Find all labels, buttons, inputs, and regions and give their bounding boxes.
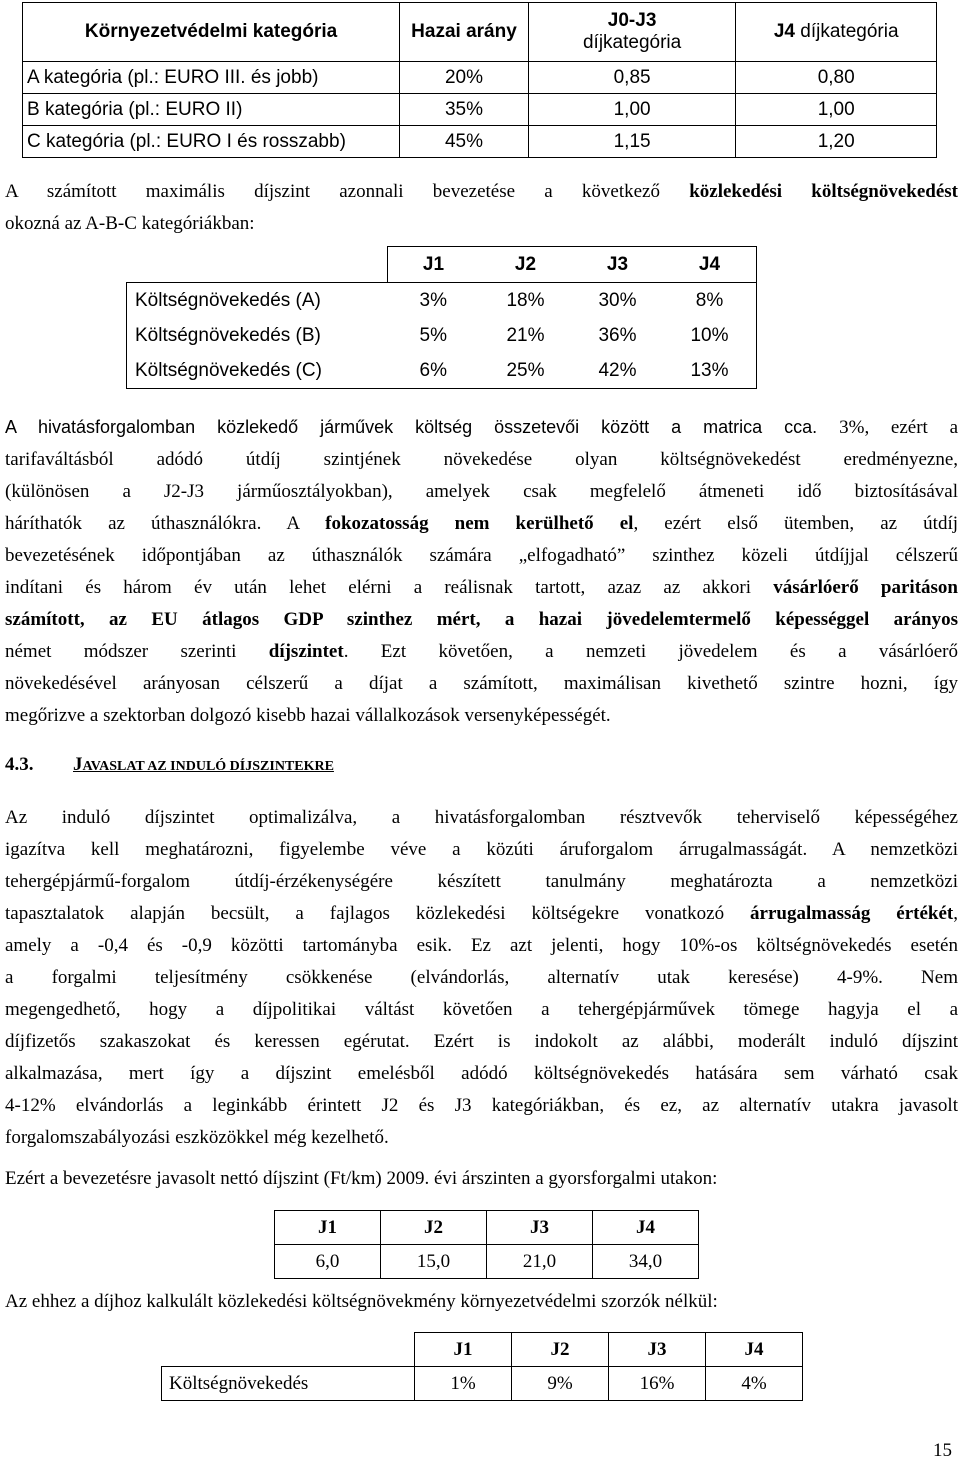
table-cell: 16% [609,1367,706,1401]
text-line [5,176,958,208]
header-j2: J2 [480,247,572,283]
text-line: okozná az A-B-C kategóriákban: [5,213,255,234]
title-initial: J [73,754,83,775]
table-row [162,1367,803,1401]
table-header-row [275,1211,699,1245]
table-cell: 18% [480,283,572,319]
table-header-row [23,3,937,62]
table-cell: 8% [664,283,757,319]
table-cell-empty [127,247,388,283]
text-line: díjfizetős szakaszokat és keressen egérutat. Ezért is indokolt az alábbi, moderált induló díjszint [5,1031,958,1052]
table-cell: C kategória (pl.: EURO I és rosszabb) [23,126,400,158]
section-title [73,754,334,775]
text-line: 4-12% elvándorlás a leginkább érintett J2 és J3 kategóriákban, és ez, az alternatív utakra javasolt [5,1095,958,1116]
text-span: német módszer szerinti [5,641,269,662]
header-j2: J2 [512,1333,609,1367]
table-cell: 5% [419,324,447,346]
table-cell: 1% [415,1367,512,1401]
text-line: igazítva kell meghatározni, figyelembe véve a közúti áruforgalom árrugalmasságát. A nemzetközi [5,839,958,860]
table-row [23,62,937,94]
text-line: tehergépjármű-forgalom útdíj-érzékenységére készített tanulmány meghatározta a nemzetközi [5,871,958,892]
table-cell: 1,20 [736,126,937,158]
table-cell: 42% [572,353,664,389]
text-line: forgalomszabályozási eszközökkel még kezelhető. [5,1127,389,1148]
bold-text: számított, az EU átlagos GDP szinthez mért, a hazai jövedelemtermelő képességgel arányos [5,609,958,630]
table-cell: 21,0 [487,1245,593,1279]
header-j1: J1 [415,1333,512,1367]
text-line [5,604,958,636]
table-cell: 20% [400,62,529,94]
text-line: növekedésével arányosan célszerű a díjat a számított, maximálisan kivethető szintre hozni, így [5,673,958,694]
text-span: , ezért első ütemben, az útdíj [633,513,959,534]
text-line: bevezetésének időpontjában az úthasználók számára „elfogadható” szinthez közeli útdíjjal célszerű [5,545,958,566]
table-cell: 4% [706,1367,803,1401]
table-row [23,94,937,126]
table-header-row [127,247,757,283]
row-label: Költségnövekedés (C) [127,353,388,389]
text-span: . Ezt követően, a nemzeti jövedelem és a vásárlóerő [343,641,958,662]
header-j4 [736,3,937,62]
table-row [275,1245,699,1279]
text-line [5,411,958,444]
emission-category-table [22,2,937,158]
bold-text: árrugalmasság értékét [750,903,954,924]
header-j4: J4 [664,247,757,283]
paragraph-price-elasticity [5,802,958,1154]
row-label: Költségnövekedés (B) [127,318,388,353]
page-number: 15 [933,1440,952,1461]
section-heading [5,754,334,776]
table-cell: 15,0 [381,1245,487,1279]
text-line [5,636,958,668]
table-header-row [162,1333,803,1367]
table-cell: 1,00 [736,94,937,126]
text-line: alkalmazása, mert így a díjszint emelésből adódó költségnövekedés hatására sem várható csak [5,1063,958,1084]
text-line: amely a -0,4 és -0,9 közötti tartományba esik. Ez azt jelenti, hogy 10%-os költségnövekedés esetén [5,935,958,956]
header-j4-code: J4 [773,21,795,42]
header-j0-j3-code: J0-J3 [607,10,657,31]
row-label: Költségnövekedés [162,1367,415,1401]
proposed-toll-table [274,1210,699,1279]
table-cell: 34,0 [593,1245,699,1279]
header-j1: J1 [387,247,480,283]
text-line [5,572,958,604]
header-j0-j3 [528,3,736,62]
header-j3: J3 [609,1333,706,1367]
table-cell: 21% [506,324,545,346]
table-cell: A kategória (pl.: EURO III. és jobb) [23,62,400,94]
header-j2: J2 [381,1211,487,1245]
header-j4-sub: díjkategória [800,21,899,42]
text-line: tarifaváltásból adódó útdíj szintjének növekedése olyan költségnövekedést eredményezne, [5,449,958,470]
cost-increase-table [126,246,757,389]
table-cell: 13% [664,353,757,389]
text-span: tapasztalatok alapján becsült, a fajlagos közlekedési költségekre vonatkozó [5,903,751,924]
table-cell-empty [162,1333,415,1367]
text-line [5,508,958,540]
table-cell: 3% [387,283,480,319]
table-row [23,126,937,158]
table-cell: 36% [598,324,637,346]
header-j0-j3-sub: díjkategória [582,32,682,53]
text-span: A számított maximális díjszint azonnali bevezetése a következő [5,181,690,202]
text-line: a forgalmi teljesítmény csökkenése (elvándorlás, alternatív utak keresése) 4-9%. Nem [5,967,958,988]
bold-text: közlekedési költségnövekedést [689,181,958,202]
table-cell: 1,00 [528,94,736,126]
row-label: Költségnövekedés (A) [127,283,388,319]
text-span: A [261,513,326,534]
text-line [5,898,958,930]
table-cell: 9% [512,1367,609,1401]
cost-increment-table [161,1332,803,1401]
table-cell: 25% [480,353,572,389]
paragraph-cost-intro [5,176,958,240]
text-line: Az induló díjszintet optimalizálva, a hivatásforgalomban résztvevők teherviselő képességéhez [5,807,958,828]
table-row [127,353,757,389]
table-row [127,283,757,319]
text-span: , [953,903,958,924]
text-span: A hivatásforgalomban közlekedő járművek költség összetevői között a matrica cca. [5,417,840,437]
bold-text: vásárlóerő paritáson [773,577,958,598]
paragraph-gradualism [5,411,958,732]
header-share: Hazai arány [400,3,529,62]
header-category: Környezetvédelmi kategória [23,3,400,62]
table-row [127,318,757,353]
table-cell: 0,85 [528,62,736,94]
text-span: indítani és három év után lehet elérni a reálisnak tartott, azaz az akkori [5,577,774,598]
table-cell: 45% [400,126,529,158]
header-j1: J1 [275,1211,381,1245]
paragraph-proposed-toll: Ezért a bevezetésre javasolt nettó díjszint (Ft/km) 2009. évi árszinten a gyorsforgalmi utakon: [5,1168,718,1189]
title-rest: AVASLAT AZ INDULÓ DÍJSZINTEKRE [82,759,334,774]
section-number: 4.3. [5,754,34,775]
table-cell: 30% [572,283,664,319]
table-cell: 10% [664,318,757,353]
header-j4: J4 [706,1333,803,1367]
header-j3: J3 [572,247,664,283]
table-cell: 1,15 [528,126,736,158]
text-line: (különösen a J2-J3 járműosztályokban), amelyek csak megfelelő átmeneti idő biztosításával [5,481,958,502]
text-line: megőrizve a szektorban dolgozó kisebb hazai vállalkozások versenyképességét. [5,705,611,726]
bold-text: fokozatosság nem kerülhető el [325,513,634,534]
header-j4: J4 [593,1211,699,1245]
table-cell: 35% [400,94,529,126]
table-cell: B kategória (pl.: EURO II) [23,94,400,126]
table-cell: 6% [387,353,480,389]
header-j3: J3 [487,1211,593,1245]
text-span: 3%, ezért a [839,417,958,438]
text-line: megengedhető, hogy a díjpolitikai váltást követően a tehergépjárművek tömege hagyja el a [5,999,958,1020]
bold-text: díjszintet [268,641,344,662]
text-span: háríthatók az úthasználókra. [5,513,262,534]
paragraph-cost-increment: Az ehhez a díjhoz kalkulált közlekedési költségnövekmény környezetvédelmi szorzók nélkül: [5,1291,718,1312]
table-cell: 0,80 [736,62,937,94]
table-cell: 6,0 [275,1245,381,1279]
